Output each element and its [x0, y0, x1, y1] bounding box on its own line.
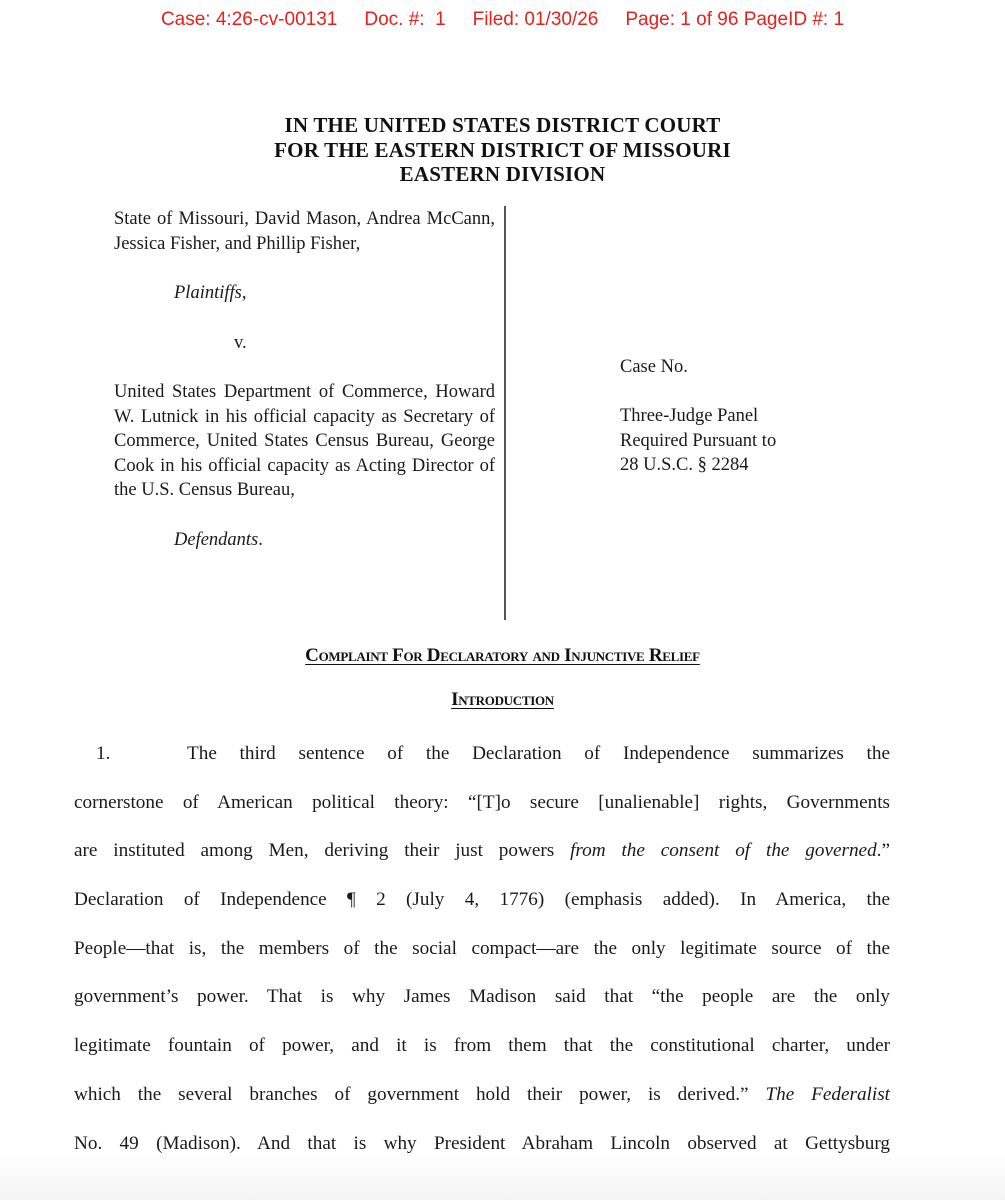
paragraph-line [74, 925, 890, 974]
court-heading-line-2: FOR THE EASTERN DISTRICT OF MISSOURI [274, 137, 731, 162]
line-text: People—that is, the members of the social compact—are the only legitimate source of the [74, 937, 890, 959]
document-title [0, 645, 1005, 667]
paragraph-line [74, 876, 890, 925]
paragraph-line [74, 973, 890, 1022]
plaintiffs-label-text: Plaintiffs [174, 283, 242, 303]
line-text: legitimate fountain of power, and it is from them that the constitutional charter, under [74, 1035, 890, 1057]
line-text: government’s power. That is why James Madison said that “the people are the only [74, 986, 890, 1008]
paragraph-1 [74, 730, 890, 1168]
plaintiffs-label [114, 281, 495, 306]
court-heading-line-1: IN THE UNITED STATES DISTRICT COURT [284, 113, 721, 137]
plaintiffs-label-punct: , [241, 283, 247, 303]
defendants-label-punct: . [258, 529, 263, 550]
stamp-filed-date: Filed: 01/30/26 [472, 9, 599, 30]
panel-note-line-3: 28 U.S.C. § 2284 [620, 455, 749, 475]
case-number-label: Case No. [620, 357, 688, 377]
stamp-page-id: Page: 1 of 96 PageID #: 1 [625, 9, 845, 30]
stamp-doc-number: Doc. #: 1 [364, 9, 446, 30]
plaintiffs-names: State of Missouri, David Mason, Andrea McCann, Jessica Fisher, and Phillip Fisher, [114, 209, 495, 254]
line-text-end: .” [876, 840, 890, 862]
defendants-label-text: Defendants [174, 529, 259, 550]
caption-divider [504, 206, 506, 620]
defendants-label [114, 528, 495, 553]
ecf-header-stamp [0, 9, 1005, 31]
paragraph-number: 1. [96, 743, 111, 764]
court-heading [0, 113, 1005, 187]
case-caption-parties [114, 207, 495, 552]
section-heading [0, 689, 1005, 711]
panel-note-line-1: Three-Judge Panel [620, 406, 759, 426]
paragraph-line [74, 779, 890, 828]
line-text: are instituted among Men, deriving their just powers [74, 840, 571, 862]
document-title-text: Complaint For Declaratory and Injunctive Relief [305, 645, 700, 666]
paragraph-line [74, 1022, 890, 1071]
court-heading-line-3: EASTERN DIVISION [399, 162, 606, 186]
panel-note-line-2: Required Pursuant to [620, 430, 777, 451]
paragraph-line [74, 827, 890, 876]
section-heading-text: Introduction [451, 689, 554, 710]
line-text: No. 49 (Madison). And that is why President Abraham Lincoln observed at Gettysburg [74, 1132, 890, 1154]
versus: v. [234, 332, 247, 353]
line-text: cornerstone of American political theory: “[T]o secure [unalienable] rights, Governments [74, 791, 890, 813]
paragraph-line [74, 1071, 890, 1120]
paragraph-line [74, 730, 890, 779]
citation-title: The Federalist [765, 1083, 891, 1105]
emphasis-text: from the consent of the governed [570, 840, 877, 862]
line-text: which the several branches of government hold their power, is derived.” [74, 1083, 766, 1105]
three-judge-panel-note [620, 404, 776, 478]
line-text: The third sentence of the Declaration of Independence summarizes the [187, 743, 890, 764]
stamp-case-number: Case: 4:26-cv-00131 [160, 9, 338, 30]
paragraph-line [74, 1120, 890, 1169]
line-text: Declaration of Independence ¶ 2 (July 4, 1776) (emphasis added). In America, the [74, 889, 890, 911]
defendants-names: United States Department of Commerce, Howard W. Lutnick in his official capacity as Secretary of Commerce, United States Census Bureau, George Cook in his official capacity as Acting Director of the U.S. Census Bureau, [114, 382, 495, 500]
